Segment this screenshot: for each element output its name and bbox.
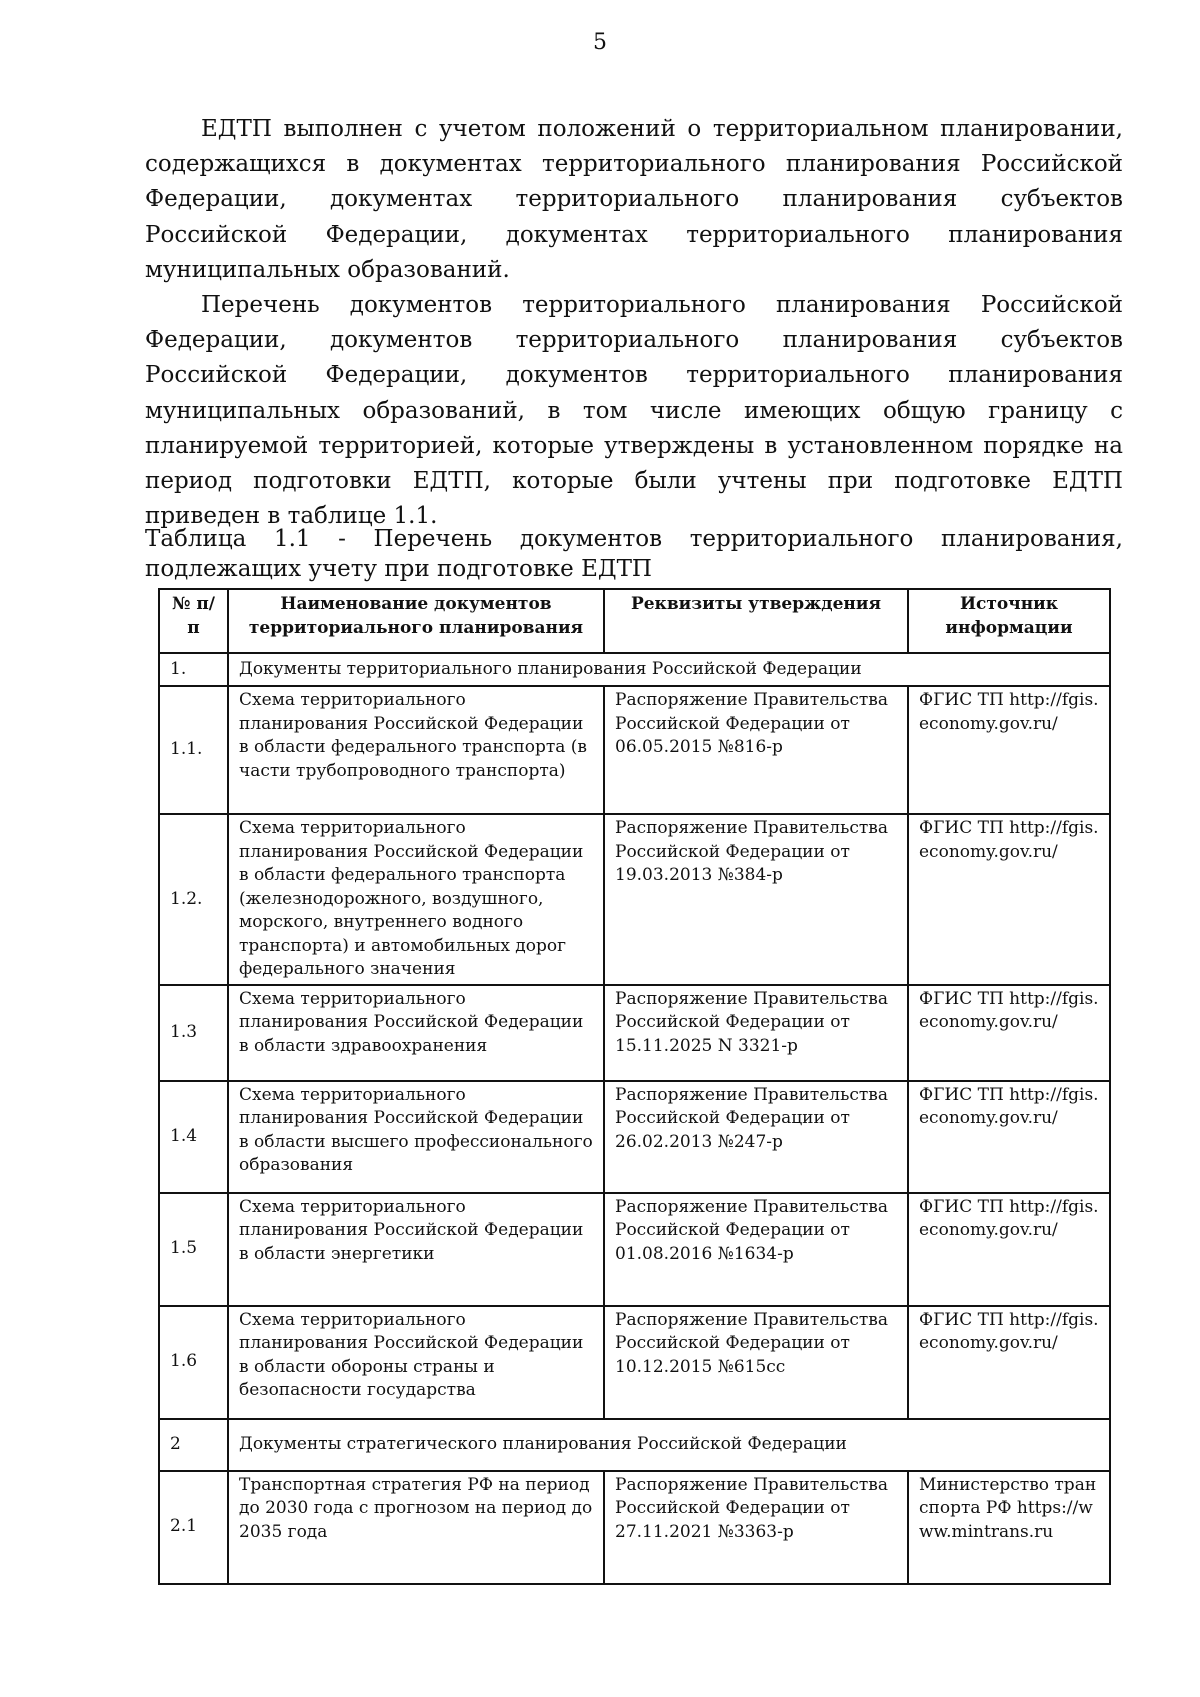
- row-requisites: Распоряжение Правительства Российской Федерации от 26.02.2013 №247-р: [604, 1081, 908, 1193]
- row-source: ФГИС ТП http://fgis.economy.gov.ru/: [908, 1081, 1110, 1193]
- row-requisites: Распоряжение Правительства Российской Федерации от 19.03.2013 №384-р: [604, 814, 908, 985]
- table-row: [159, 814, 1110, 985]
- header-source: Источник информации: [908, 589, 1110, 653]
- table-row: [159, 1081, 1110, 1193]
- section-row-2: [159, 1419, 1110, 1471]
- row-num: 1.2.: [159, 814, 228, 985]
- row-requisites: Распоряжение Правительства Российской Федерации от 10.12.2015 №615сс: [604, 1306, 908, 1419]
- table-header-row: [159, 589, 1110, 653]
- row-name: Транспортная стратегия РФ на период до 2030 года с прогнозом на период до 2035 года: [228, 1471, 604, 1584]
- section-num: 1.: [159, 653, 228, 686]
- page-number: 5: [593, 30, 607, 55]
- row-requisites: Распоряжение Правительства Российской Федерации от 01.08.2016 №1634-р: [604, 1193, 908, 1306]
- row-name: Схема территориального планирования Российской Федерации в области федерального транспорта (в части трубопроводного транспорта): [228, 686, 604, 814]
- row-name: Схема территориального планирования Российской Федерации в области федерального транспорта (железнодорожного, воздушного, морского, внутреннего водного транспорта) и автомобильных дорог федерального значения: [228, 814, 604, 985]
- section-title: Документы территориального планирования Российской Федерации: [228, 653, 1110, 686]
- table-row: [159, 1306, 1110, 1419]
- row-name: Схема территориального планирования Российской Федерации в области здравоохранения: [228, 985, 604, 1081]
- row-source: Министерство транспорта РФ https://www.mintrans.ru: [908, 1471, 1110, 1584]
- row-num: 1.3: [159, 985, 228, 1081]
- table-row: [159, 985, 1110, 1081]
- table-caption: Таблица 1.1 - Перечень документов территориального планирования, подлежащих учету при подготовке ЕДТП: [145, 526, 1123, 582]
- row-source: ФГИС ТП http://fgis.economy.gov.ru/: [908, 985, 1110, 1081]
- row-num: 1.1.: [159, 686, 228, 814]
- row-name: Схема территориального планирования Российской Федерации в области обороны страны и безопасности государства: [228, 1306, 604, 1419]
- header-requisites: Реквизиты утверждения: [604, 589, 908, 653]
- row-requisites: Распоряжение Правительства Российской Федерации от 06.05.2015 №816-р: [604, 686, 908, 814]
- row-name: Схема территориального планирования Российской Федерации в области высшего профессионального образования: [228, 1081, 604, 1193]
- row-requisites: Распоряжение Правительства Российской Федерации от 27.11.2021 №3363-р: [604, 1471, 908, 1584]
- row-source: ФГИС ТП http://fgis.economy.gov.ru/: [908, 1306, 1110, 1419]
- row-num: 2.1: [159, 1471, 228, 1584]
- row-source: ФГИС ТП http://fgis.economy.gov.ru/: [908, 686, 1110, 814]
- documents-table: [158, 588, 1111, 1585]
- row-requisites: Распоряжение Правительства Российской Федерации от 15.11.2025 N 3321-р: [604, 985, 908, 1081]
- header-num: № п/п: [159, 589, 228, 653]
- row-name: Схема территориального планирования Российской Федерации в области энергетики: [228, 1193, 604, 1306]
- row-num: 1.4: [159, 1081, 228, 1193]
- paragraph-2: Перечень документов территориального планирования Российской Федерации, документов территориального планирования субъектов Российской Федерации, документов территориального планирования муниципальных образований, в том числе имеющих общую границу с планируемой территорией, которые утверждены в установленном порядке на период подготовки ЕДТП, которые были учтены при подготовке ЕДТП приведен в таблице 1.1.: [145, 292, 1123, 530]
- section-title: Документы стратегического планирования Российской Федерации: [228, 1419, 1110, 1471]
- body-text: [145, 112, 1123, 534]
- header-name: Наименование документов территориального планирования: [228, 589, 604, 653]
- row-source: ФГИС ТП http://fgis.economy.gov.ru/: [908, 1193, 1110, 1306]
- table-row: [159, 686, 1110, 814]
- row-num: 1.5: [159, 1193, 228, 1306]
- section-row-1: [159, 653, 1110, 686]
- paragraph-1: ЕДТП выполнен с учетом положений о территориальном планировании, содержащихся в документах территориального планирования Российской Федерации, документах территориального планирования субъектов Российской Федерации, документах территориального планирования муниципальных образований.: [145, 116, 1123, 283]
- row-source: ФГИС ТП http://fgis.economy.gov.ru/: [908, 814, 1110, 985]
- table-row: [159, 1471, 1110, 1584]
- row-num: 1.6: [159, 1306, 228, 1419]
- table-row: [159, 1193, 1110, 1306]
- section-num: 2: [159, 1419, 228, 1471]
